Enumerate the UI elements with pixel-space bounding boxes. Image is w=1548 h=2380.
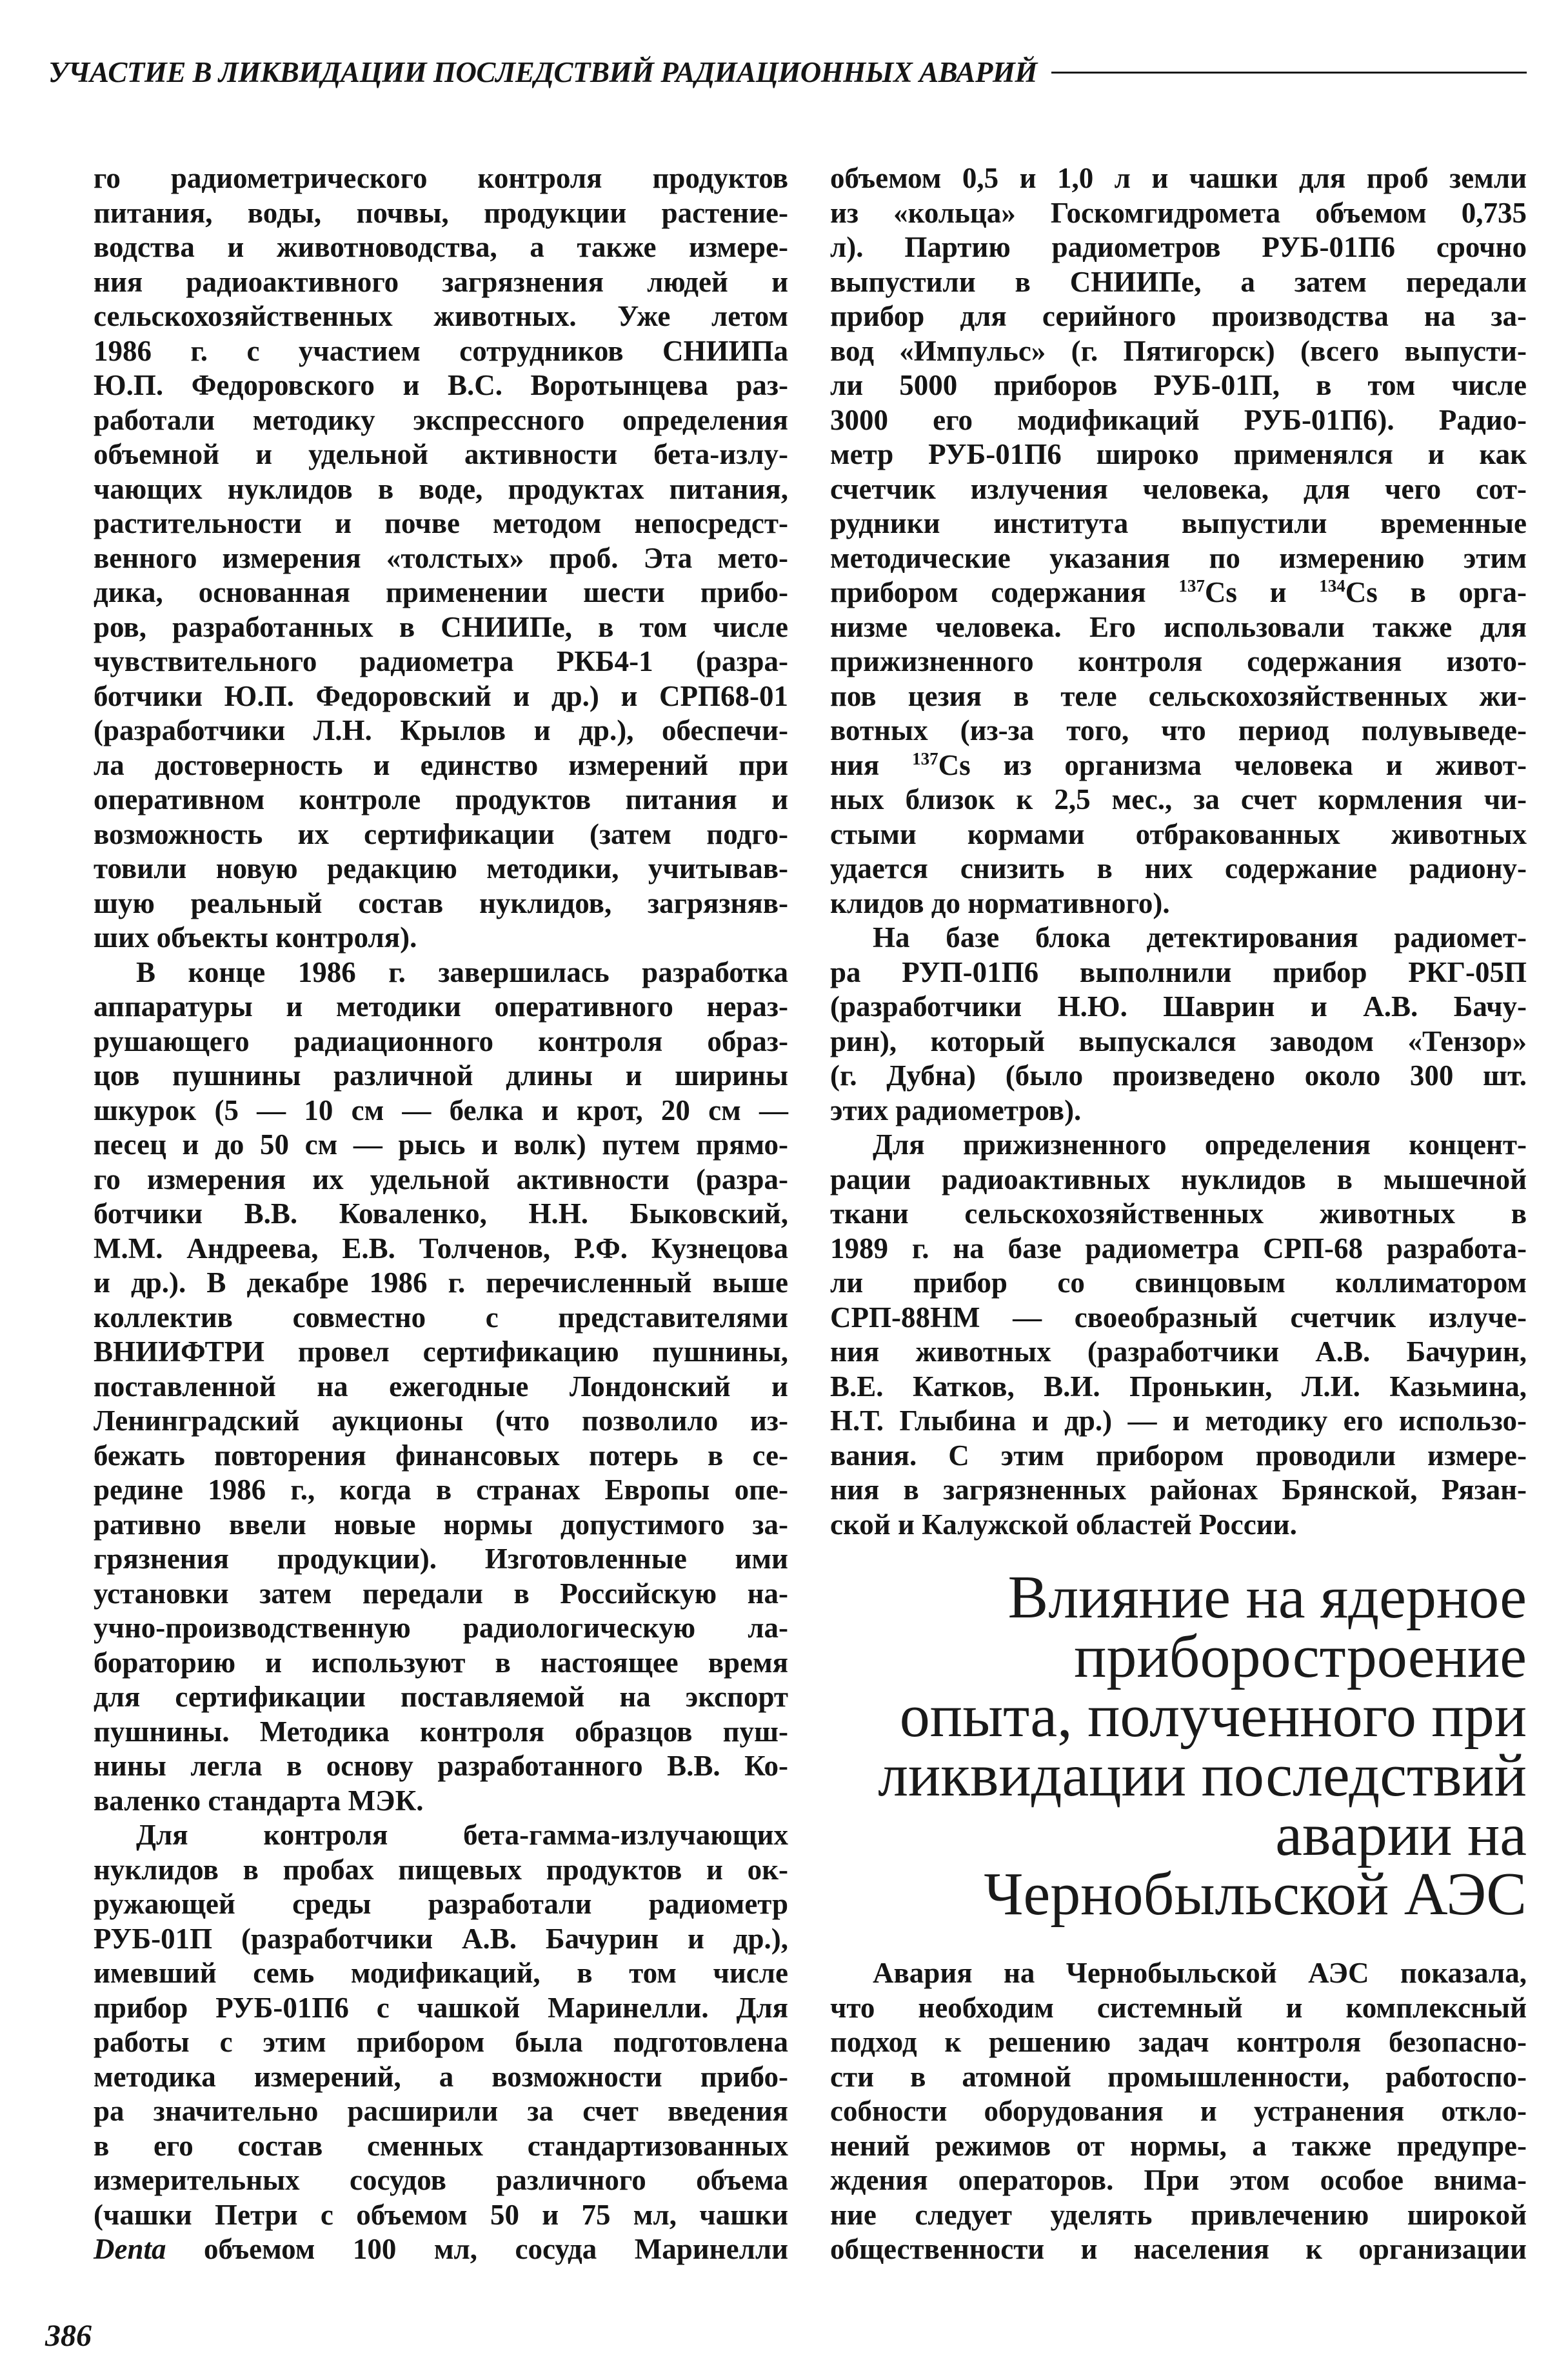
- text-line: цов пушнины различной длины и ширины: [94, 1059, 788, 1092]
- text-line: питания, воды, почвы, продукции растение-: [94, 196, 788, 229]
- text-line: возможность их сертификации (затем подго-: [94, 817, 788, 850]
- text-line: венного измерения «толстых» проб. Эта мето-: [94, 541, 788, 574]
- text-line: 1989 г. на базе радиометра СРП-68 разработа-: [830, 1232, 1527, 1265]
- text-line: ния радиоактивного загрязнения людей и: [94, 265, 788, 298]
- heading-line: Влияние на ядерное: [1007, 1564, 1527, 1631]
- text-line: 1986 г. с участием сотрудников СНИИПа: [94, 334, 788, 367]
- text-line: л). Партию радиометров РУБ-01П6 срочно: [830, 231, 1527, 263]
- page-number: 386: [45, 2319, 92, 2353]
- text-line: прибор для серийного производства на за-: [830, 300, 1527, 332]
- text-line: Ленинградский аукционы (что позволило из-: [94, 1405, 788, 1437]
- text-line: ра РУП-01П6 выполнили прибор РКГ-05П: [830, 955, 1527, 988]
- text-line: ших объекты контроля).: [94, 921, 417, 954]
- text-line: этих радиометров).: [830, 1094, 1082, 1126]
- text-line: чающих нуклидов в воде, продуктах питания,: [94, 472, 788, 505]
- text-line: рудники института выпустили временные: [830, 507, 1527, 539]
- right-column: [830, 161, 1527, 1542]
- heading-line: аварии на: [1275, 1801, 1527, 1868]
- text-line: бежать повторения финансовых потерь в се-: [94, 1439, 788, 1472]
- text-line: общественности и населения к организации: [830, 2233, 1527, 2265]
- text-line: объемной и удельной активности бета-излу-: [94, 438, 788, 470]
- text-line: [830, 748, 1527, 783]
- text-line: для сертификации поставляемой на экспорт: [94, 1681, 788, 1713]
- text-line: дика, основанная применении шести прибо-: [94, 576, 788, 608]
- paragraph: [830, 1956, 1527, 2267]
- text-line: работы с этим прибором была подготовлена: [94, 2026, 788, 2058]
- text-line: метр РУБ-01П6 широко применялся и как: [830, 438, 1527, 470]
- section-heading: [830, 1564, 1527, 1928]
- text-line: стыми кормами отбракованных животных: [830, 817, 1527, 850]
- text-line: нины легла в основу разработанного В.В. Ко-: [94, 1750, 788, 1782]
- superscript: 137: [912, 748, 938, 768]
- text-line: ных близок к 2,5 мес., за счет кормления чи-: [830, 783, 1527, 815]
- text-line: (г. Дубна) (было произведено около 300 шт.: [830, 1059, 1527, 1092]
- text-line: выпустили в СНИИПе, а затем передали: [830, 265, 1527, 298]
- paragraph: [94, 1818, 788, 2267]
- heading-line: ликвидации последствий: [878, 1742, 1527, 1809]
- text-line: ров, разработанных в СНИИПе, в том числе: [94, 610, 788, 643]
- text-line: ние следует уделять привлечению широкой: [830, 2198, 1527, 2231]
- text-line: ботчики Ю.П. Федоровский и др.) и СРП68-01: [94, 679, 788, 712]
- text-line: сти в атомной промышленности, работоспо-: [830, 2060, 1527, 2093]
- text-line: нуклидов в пробах пищевых продуктов и ок-: [94, 1853, 788, 1886]
- text-line: ВНИИФТРИ провел сертификацию пушнины,: [94, 1335, 788, 1368]
- text-line: водства и животноводства, а также измере-: [94, 231, 788, 263]
- text-line: товили новую редакцию методики, учитывав-: [94, 852, 788, 885]
- text-line: Для контроля бета-гамма-излучающих: [136, 1819, 788, 1851]
- text-line: поставленной на ежегодные Лондонский и: [94, 1370, 788, 1403]
- text-line: [94, 2232, 788, 2267]
- text-line: нений режимов от нормы, а также предупре-: [830, 2129, 1527, 2162]
- text-line: В.Е. Катков, В.И. Пронькин, Л.И. Казьмина,: [830, 1370, 1527, 1403]
- heading-line: приборостроение: [1074, 1623, 1527, 1690]
- text-line: ла достоверность и единство измерений при: [94, 748, 788, 781]
- superscript: 137: [1178, 575, 1205, 595]
- text-line: В конце 1986 г. завершилась разработка: [136, 955, 788, 988]
- text-line: РУБ-01П (разработчики А.В. Бачурин и др.),: [94, 1922, 788, 1955]
- text-line: имевший семь модификаций, в том числе: [94, 1957, 788, 1989]
- text-line: счетчик излучения человека, для чего сот-: [830, 472, 1527, 505]
- text-line: редине 1986 г., когда в странах Европы опе-: [94, 1474, 788, 1506]
- paragraph: [94, 161, 788, 955]
- text-line: вотных (из-за того, что период полувыведе-: [830, 714, 1527, 746]
- text-line: валенко стандарта МЭК.: [94, 1784, 424, 1817]
- superscript: 134: [1319, 575, 1345, 595]
- text-line: растительности и почве методом непосредст-: [94, 507, 788, 539]
- text-line: рушающего радиационного контроля образ-: [94, 1025, 788, 1057]
- text-line: грязнения продукции). Изготовленные ими: [94, 1543, 788, 1575]
- text-line: аппаратуры и методики оперативного нераз-: [94, 990, 788, 1023]
- text-line: оперативном контроле продуктов питания и: [94, 783, 788, 815]
- text-line: ли прибор со свинцовым коллиматором: [830, 1266, 1527, 1299]
- heading-line: опыта, полученного при: [899, 1683, 1527, 1750]
- text-line: Ю.П. Федоровского и В.С. Воротынцева раз-: [94, 369, 788, 401]
- text-line: измерительных сосудов различного объема: [94, 2164, 788, 2196]
- text-line: ждения операторов. При этом особое внима-: [830, 2164, 1527, 2196]
- text-line: прижизненного контроля содержания изото-: [830, 645, 1527, 677]
- text-line: М.М. Андреева, Е.В. Толченов, Р.Ф. Кузнецова: [94, 1232, 788, 1265]
- text-segment: объемом 100 мл, сосуда Маринелли: [166, 2233, 788, 2265]
- text-line: шую реальный состав нуклидов, загрязняв-: [94, 886, 788, 919]
- text-line: объемом 0,5 и 1,0 л и чашки для проб земли: [830, 162, 1527, 194]
- paragraph: [94, 955, 788, 1819]
- text-line: чувствительного радиометра РКБ4-1 (разра-: [94, 645, 788, 677]
- text-line: [830, 575, 1527, 610]
- text-line: прибор РУБ-01П6 с чашкой Маринелли. Для: [94, 1991, 788, 2024]
- text-line: подход к решению задач контроля безопасно-: [830, 2026, 1527, 2058]
- text-line: 3000 его модификаций РУБ-01П6). Радио-: [830, 403, 1527, 436]
- text-line: низме человека. Его использовали также для: [830, 610, 1527, 643]
- text-line: ния в загрязненных районах Брянской, Рязан-: [830, 1474, 1527, 1506]
- text-line: ружающей среды разработали радиометр: [94, 1888, 788, 1920]
- text-line: учно-производственную радиологическую ла-: [94, 1612, 788, 1644]
- text-line: работали методику экспрессного определения: [94, 403, 788, 436]
- text-line: пушнины. Методика контроля образцов пуш-: [94, 1715, 788, 1748]
- text-line: и др.). В декабре 1986 г. перечисленный выше: [94, 1266, 788, 1299]
- text-line: что необходим системный и комплексный: [830, 1991, 1527, 2024]
- text-line: ботчики В.В. Коваленко, Н.Н. Быковский,: [94, 1197, 788, 1230]
- paragraph: [830, 161, 1527, 921]
- text-line: клидов до нормативного).: [830, 886, 1170, 919]
- section-body: [830, 1956, 1527, 2267]
- text-line: На базе блока детектирования радиомет-: [873, 921, 1527, 954]
- text-line: (чашки Петри с объемом 50 и 75 мл, чашки: [94, 2198, 788, 2231]
- text-line: го измерения их удельной активности (разра-: [94, 1163, 788, 1195]
- text-line: Авария на Чернобыльской АЭС показала,: [873, 1957, 1527, 1989]
- text-line: бораторию и используют в настоящее время: [94, 1646, 788, 1679]
- text-line: (разработчики Л.Н. Крылов и др.), обеспечи-: [94, 714, 788, 746]
- text-line: ния животных (разработчики А.В. Бачурин,: [830, 1335, 1527, 1368]
- text-line: рации радиоактивных нуклидов в мышечной: [830, 1163, 1527, 1195]
- text-line: коллектив совместно с представителями: [94, 1301, 788, 1334]
- italic-text: Denta: [94, 2233, 166, 2265]
- text-line: рин), который выпускался заводом «Тензор»: [830, 1025, 1527, 1057]
- text-line: ской и Калужской областей России.: [830, 1508, 1297, 1541]
- text-line: Н.Т. Глыбина и др.) — и методику его использо-: [830, 1405, 1527, 1437]
- heading-line: Чернобыльской АЭС: [984, 1861, 1527, 1928]
- text-line: вания. С этим прибором проводили измере-: [830, 1439, 1527, 1472]
- paragraph: [830, 1128, 1527, 1542]
- text-line: сельскохозяйственных животных. Уже летом: [94, 300, 788, 332]
- text-segment: Cs и: [1204, 576, 1320, 608]
- running-header: [48, 54, 1527, 90]
- text-line: ра значительно расширили за счет введения: [94, 2095, 788, 2127]
- text-line: ративно ввели новые нормы допустимого за-: [94, 1508, 788, 1541]
- text-line: (разработчики Н.Ю. Шаврин и А.В. Бачу-: [830, 990, 1527, 1023]
- text-line: песец и до 50 см — рысь и волк) путем прямо-: [94, 1128, 788, 1161]
- text-segment: Cs из организма человека и живот-: [938, 748, 1527, 781]
- text-line: из «кольца» Госкомгидромета объемом 0,735: [830, 196, 1527, 229]
- text-line: собности оборудования и устранения откло-: [830, 2095, 1527, 2127]
- paragraph: [830, 921, 1527, 1128]
- text-segment: ния: [830, 748, 913, 781]
- text-line: вод «Импульс» (г. Пятигорск) (всего выпусти-: [830, 334, 1527, 367]
- text-line: СРП-88НМ — своеобразный счетчик излуче-: [830, 1301, 1527, 1334]
- text-line: методические указания по измерению этим: [830, 541, 1527, 574]
- text-line: го радиометрического контроля продуктов: [94, 162, 788, 194]
- text-line: пов цезия в теле сельскохозяйственных жи-: [830, 679, 1527, 712]
- left-column: [94, 161, 788, 2267]
- text-line: удается снизить в них содержание радиону-: [830, 852, 1527, 885]
- text-segment: Cs в орга-: [1345, 576, 1527, 608]
- text-line: методика измерений, а возможности прибо-: [94, 2060, 788, 2093]
- text-line: ли 5000 приборов РУБ-01П, в том числе: [830, 369, 1527, 401]
- text-line: в его состав сменных стандартизованных: [94, 2129, 788, 2162]
- text-line: шкурок (5 — 10 см — белка и крот, 20 см —: [94, 1094, 788, 1126]
- text-line: ткани сельскохозяйственных животных в: [830, 1197, 1527, 1230]
- header-rule: [1051, 72, 1527, 74]
- running-header-title: УЧАСТИЕ В ЛИКВИДАЦИИ ПОСЛЕДСТВИЙ РАДИАЦИОННЫХ АВАРИЙ: [48, 56, 1037, 88]
- text-line: Для прижизненного определения концент-: [873, 1128, 1527, 1161]
- text-segment: прибором содержания: [830, 576, 1179, 608]
- text-line: установки затем передали в Российскую на-: [94, 1577, 788, 1610]
